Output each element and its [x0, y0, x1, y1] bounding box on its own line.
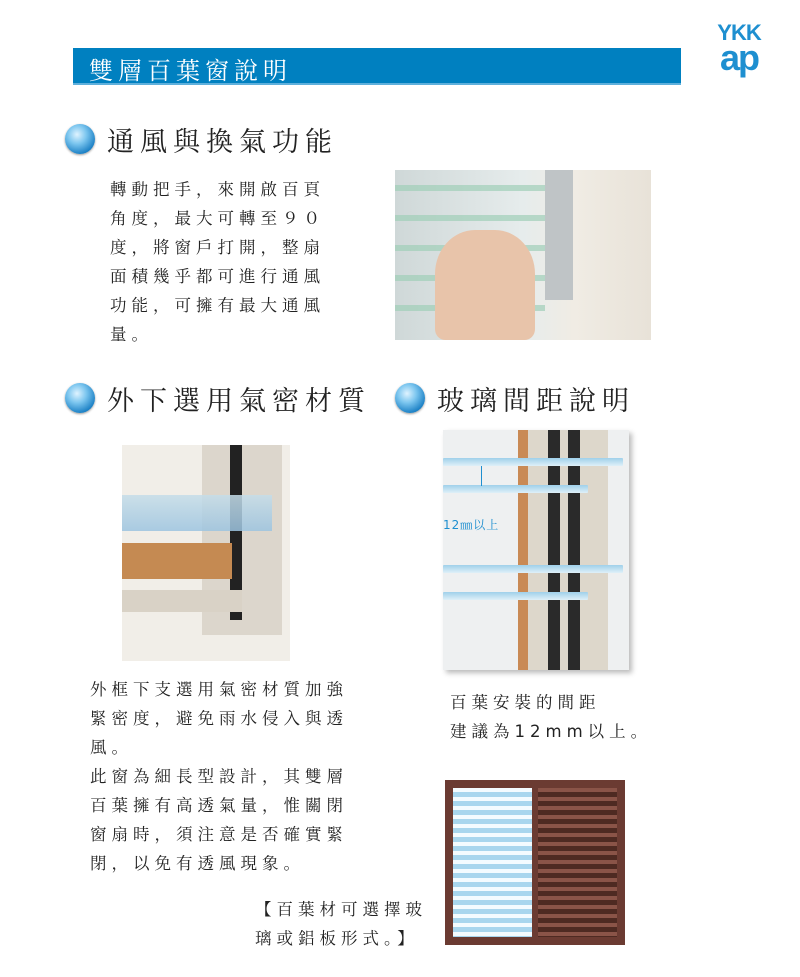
section-heading-glass-spacing	[395, 381, 635, 415]
text-line: 緊密度，避免雨水侵入與透	[90, 709, 348, 728]
section-heading-ventilation	[65, 122, 338, 156]
heading-text: 外下選用氣密材質	[107, 385, 371, 417]
text-line: 百葉安裝的間距	[450, 693, 601, 712]
heading-text: 通風與換氣功能	[107, 126, 338, 158]
text-line: 百葉擁有高透氣量，惟關閉	[90, 796, 348, 815]
page-title: 雙層百葉窗說明	[89, 57, 292, 85]
glass-spacing-description	[450, 688, 690, 746]
title-bar	[73, 48, 681, 85]
text-line: 外框下支選用氣密材質加強	[90, 680, 348, 699]
heading-text: 玻璃間距說明	[437, 385, 635, 417]
text-line: 【百葉材可選擇玻	[255, 900, 427, 919]
airtight-description	[90, 675, 365, 878]
sphere-bullet-icon	[395, 383, 425, 413]
text-line: 風。	[90, 738, 133, 757]
spacing-label: 12㎜以上	[443, 518, 500, 532]
caption	[255, 895, 445, 953]
sphere-bullet-icon	[65, 124, 95, 154]
text-line: 閉，以免有透風現象。	[90, 854, 305, 873]
section-heading-airtight	[65, 381, 371, 415]
airtight-seal-photo	[122, 445, 290, 661]
sphere-bullet-icon	[65, 383, 95, 413]
text-line: 轉動把手，來開啟百頁	[110, 180, 325, 199]
text-line: 度，將窗戶打開，整扇	[110, 238, 325, 257]
handle-photo	[395, 170, 651, 340]
text-line: 功能，可擁有最大通風	[110, 296, 325, 315]
text-line: 面積幾乎都可進行通風	[110, 267, 325, 286]
glass-spacing-photo	[443, 430, 629, 670]
text-line: 此窗為細長型設計，其雙層	[90, 767, 348, 786]
ventilation-description	[110, 175, 345, 349]
text-line: 建議為12mm以上。	[450, 722, 653, 741]
text-line: 量。	[110, 325, 153, 344]
text-line: 角度，最大可轉至９０	[110, 209, 325, 228]
text-line: 窗扇時，須注意是否確實緊	[90, 825, 348, 844]
logo-text-top: YKK	[717, 20, 761, 45]
logo-text-bottom: ap	[719, 37, 758, 78]
louver-window-photo	[445, 780, 625, 945]
ykk-ap-logo	[704, 22, 774, 82]
text-line: 璃或鋁板形式。】	[255, 929, 419, 948]
